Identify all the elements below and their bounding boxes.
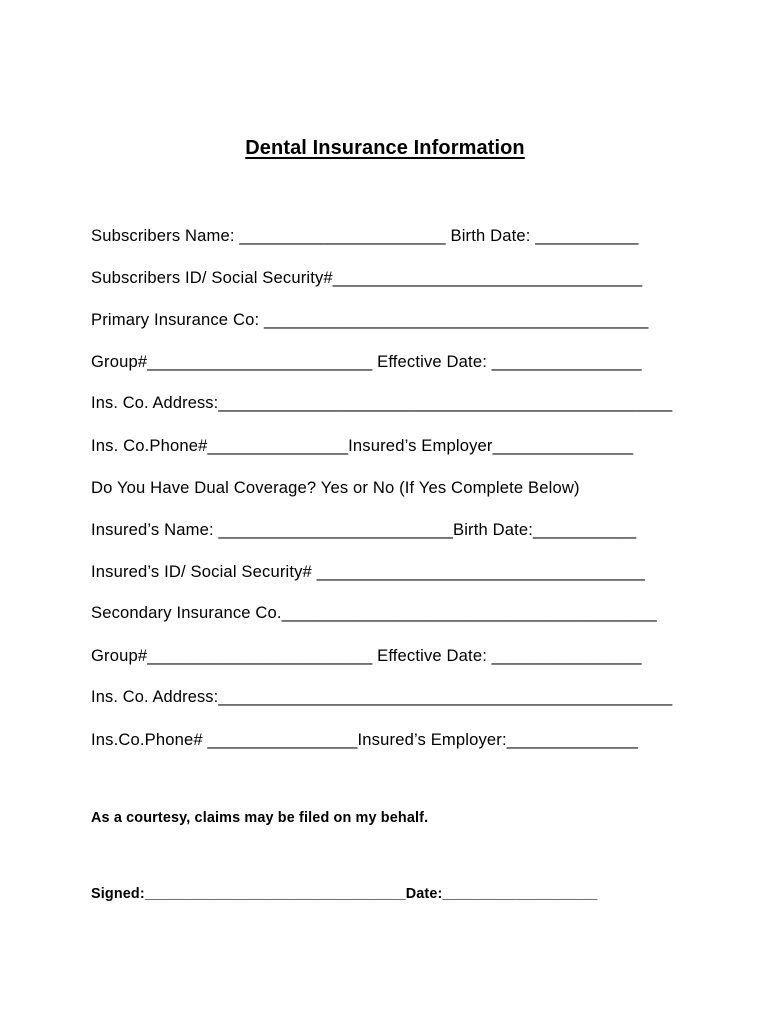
secondary-phone-employer-line: Ins.Co.Phone# ________________Insured’s Employer:______________ [91,730,639,749]
insured-name-birth-date-line: Insured’s Name: _________________________Birth Date:___________ [91,520,637,539]
signature-date-line: Signed:________________________________Date:___________________ [91,886,598,902]
form-title: Dental Insurance Information [245,137,525,159]
courtesy-statement: As a courtesy, claims may be filed on my behalf. [91,810,429,826]
secondary-group-effective-date-line: Group#________________________ Effective Date: ________________ [91,646,642,665]
dual-coverage-question: Do You Have Dual Coverage? Yes or No (If Yes Complete Below) [91,478,580,497]
insured-id-line: Insured’s ID/ Social Security# ___________________________________ [91,562,645,581]
subscriber-name-birth-date-line: Subscribers Name: ______________________ Birth Date: ___________ [91,226,639,245]
primary-insurance-line: Primary Insurance Co: _________________________________________ [91,310,649,329]
secondary-address-line: Ins. Co. Address:_________________________________________________ [91,688,673,706]
primary-phone-employer-line: Ins. Co.Phone#_______________Insured’s Employer_______________ [91,436,634,455]
subscriber-id-line: Subscribers ID/ Social Security#_________________________________ [91,268,643,287]
secondary-insurance-line: Secondary Insurance Co.________________________________________ [91,603,657,622]
primary-group-effective-date-line: Group#________________________ Effective Date: ________________ [91,352,642,371]
primary-address-line: Ins. Co. Address:_________________________________________________ [91,394,673,412]
